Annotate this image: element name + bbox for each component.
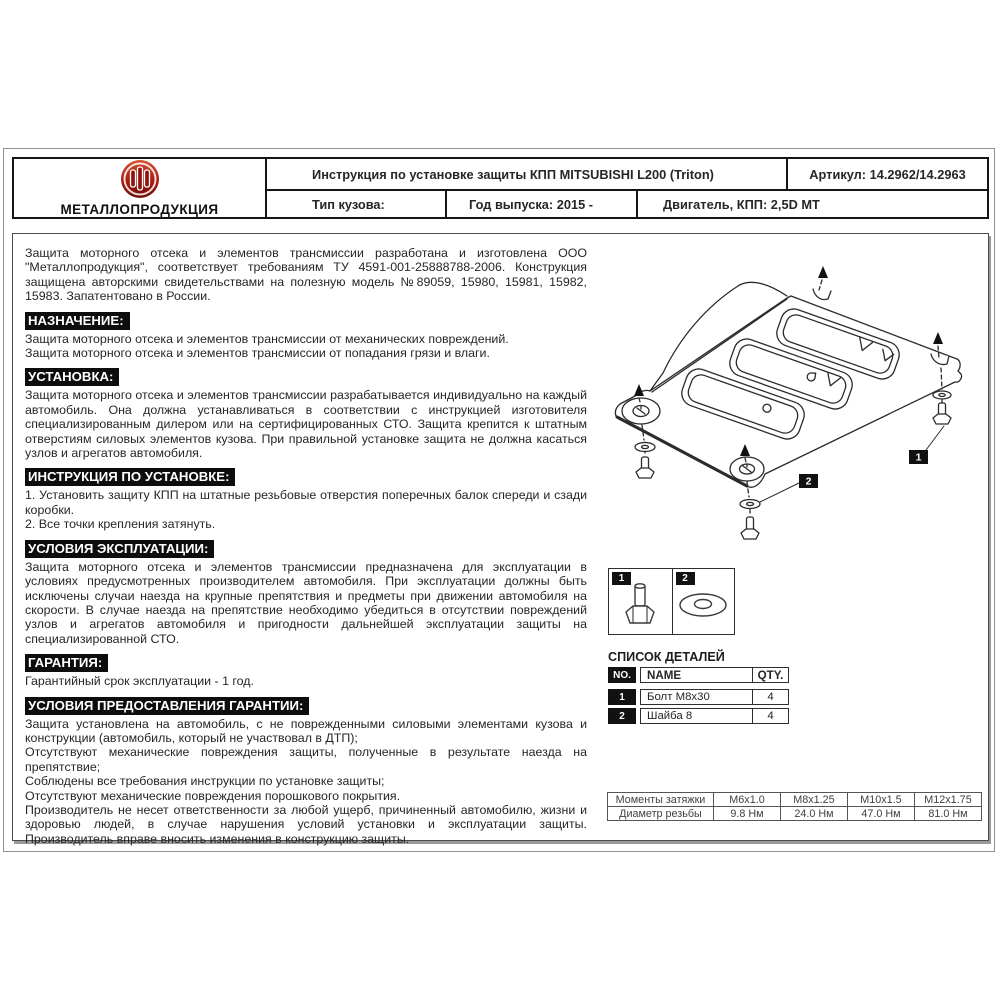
washer-icon — [676, 589, 730, 621]
body-type-field: Тип кузова: — [312, 196, 385, 212]
section-line: 1. Установить защиту КПП на штатные резьбовые отверстия поперечных балок спереди и сзади коробки. — [25, 488, 587, 517]
col-qty: QTY. — [753, 667, 789, 683]
hardware-label-2: 2 — [676, 572, 695, 585]
hardware-label-1: 1 — [612, 572, 631, 585]
year-field: Год выпуска: 2015 - — [445, 191, 636, 217]
part-qty: 4 — [753, 708, 789, 724]
torque-row-values — [608, 807, 982, 821]
document-title: Инструкция по установке защиты КПП MITSUBISHI L200 (Triton) — [267, 159, 786, 191]
col-no: NO. — [608, 667, 636, 683]
section-heading: НАЗНАЧЕНИЕ: — [25, 312, 130, 330]
table-row — [608, 708, 789, 724]
parts-list-table — [608, 667, 789, 727]
hardware-item-bolt — [609, 569, 672, 634]
thread-size: M8x1.25 — [781, 793, 848, 807]
parts-list-title: СПИСОК ДЕТАЛЕЙ — [608, 650, 725, 664]
part-name: Шайба 8 — [640, 708, 753, 724]
table-row — [608, 689, 789, 705]
section-line: Соблюдены все требования инструкции по установке защиты; — [25, 774, 385, 789]
up-arrow-icon — [634, 266, 943, 456]
section-heading: УСЛОВИЯ ЭКСПЛУАТАЦИИ: — [25, 540, 214, 558]
callout-2 — [799, 474, 818, 488]
hardware-detail-box — [608, 568, 735, 635]
torque-table — [607, 792, 982, 821]
part-no: 2 — [608, 708, 636, 724]
intro-paragraph: Защита моторного отсека и элементов трансмиссии разработана и изготовлена ООО "Металлопродукция", соответствует требованиям ТУ 4591-001-25888788-2006. Конструкция защищена авторскими свидетельствами на полезную модель №89059, 15980, 15981, 15982, 15983. Запатентовано в России. — [25, 246, 587, 304]
section-line: Защита моторного отсека и элементов трансмиссии от попадания грязи и влаги. — [25, 346, 490, 361]
parts-header-row — [608, 667, 789, 683]
section-ustanovka — [25, 368, 587, 460]
torque-value: 81.0 Нм — [915, 807, 982, 821]
section-heading: УСЛОВИЯ ПРЕДОСТАВЛЕНИЯ ГАРАНТИИ: — [25, 697, 309, 715]
section-usloviya-ekspluatacii — [25, 540, 587, 646]
section-garantiya — [25, 654, 587, 688]
callout-1 — [909, 450, 928, 464]
hardware-item-washer — [672, 569, 735, 634]
company-name: МЕТАЛЛОПРОДУКЦИЯ — [60, 202, 219, 217]
header-table — [12, 157, 989, 219]
part-qty: 4 — [753, 689, 789, 705]
bolt-icon — [619, 582, 661, 628]
torque-row-threads — [608, 793, 982, 807]
section-heading: ГАРАНТИЯ: — [25, 654, 108, 672]
col-name: NAME — [640, 667, 753, 683]
torque-row1-label: Моменты затяжки — [608, 793, 714, 807]
section-line: Отсутствуют механические повреждения порошкового покрытия. — [25, 788, 401, 803]
torque-value: 24.0 Нм — [781, 807, 848, 821]
section-line: Отсутствуют механические повреждения защиты, полученные в результате наезда на препятствие; — [25, 745, 587, 774]
torque-row2-label: Диаметр резьбы — [608, 807, 714, 821]
callout-2-label: 2 — [805, 475, 812, 488]
thread-size: M6x1.0 — [714, 793, 781, 807]
section-line: Производитель не несет ответственности за любой ущерб, причиненный автомобилю, жизни и здоровью людей, в случае нарушения условий установки и эксплуатации защиты. Производитель вправе вносить изменения в конструкцию защиты. — [25, 802, 587, 846]
callout-1-label: 1 — [915, 451, 922, 464]
section-heading: УСТАНОВКА: — [25, 368, 119, 386]
section-line: Защита моторного отсека и элементов трансмиссии предназначена для эксплуатации в условиях предусмотренных производителем автомобиля. При эксплуатации должны быть исключены случаи наезда на крупные препятствия и предметы при движении автомобиля на скорости. В случае наезда на препятствие необходимо убедиться в отсутствии повреждений узлов и агрегатов автомобиля и пригодности дальнейшей эксплуатации защиты на специализированной СТО. — [25, 559, 587, 646]
section-usloviya-garantii — [25, 697, 587, 847]
section-line: Защита моторного отсека и элементов трансмиссии разрабатывается индивидуально на каждый автомобиль. Она должна устанавливаться в соответствии с инструкцией изготовителя специализированным дилером или на сертифицированных СТО. Защита крепится к штатным отверстиям силовых элементов кузова. При правильной установке защита не должна касаться узлов и агрегатов автомобиля. — [25, 388, 587, 461]
section-line: Защита моторного отсека и элементов трансмиссии от механических повреждений. — [25, 331, 509, 346]
section-instrukciya — [25, 468, 587, 531]
text-column — [25, 246, 587, 846]
thread-size: M10x1.5 — [848, 793, 915, 807]
metalloprodukcia-logo-icon — [118, 159, 162, 201]
torque-value: 47.0 Нм — [848, 807, 915, 821]
section-line: 2. Все точки крепления затянуть. — [25, 517, 216, 532]
logo-cell — [14, 159, 267, 217]
section-naznachenie — [25, 312, 587, 361]
article-number: Артикул: 14.2962/14.2963 — [786, 159, 987, 191]
section-line: Гарантийный срок эксплуатации - 1 год. — [25, 674, 254, 689]
section-line: Защита установлена на автомобиль, с не поврежденными силовыми элементами кузова и конструкции (автомобиль, который не участвовал в ДТП); — [25, 716, 587, 745]
part-name: Болт М8х30 — [640, 689, 753, 705]
engine-field: Двигатель, КПП: 2,5D MT — [636, 191, 987, 217]
torque-value: 9.8 Нм — [714, 807, 781, 821]
skid-plate-drawing — [595, 236, 995, 566]
section-heading: ИНСТРУКЦИЯ ПО УСТАНОВКЕ: — [25, 468, 235, 486]
part-no: 1 — [608, 689, 636, 705]
thread-size: M12x1.75 — [915, 793, 982, 807]
